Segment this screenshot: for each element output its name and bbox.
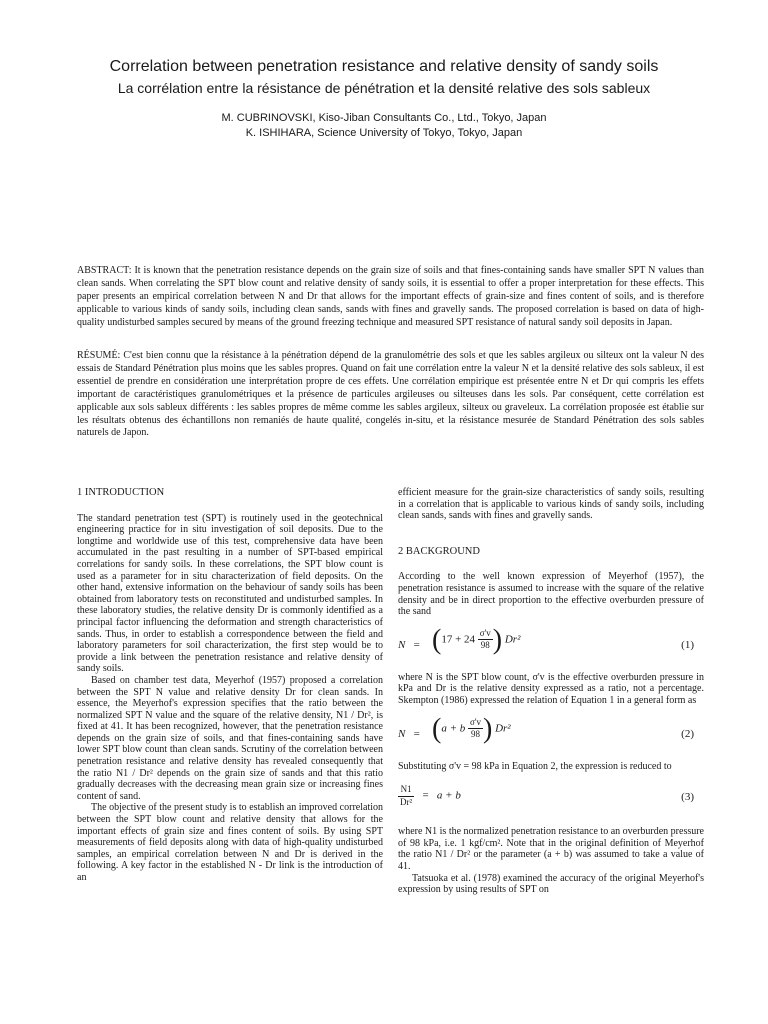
eq2-post: Dr² (495, 722, 511, 735)
right-column (398, 487, 704, 896)
eq3-number: (3) (681, 791, 694, 804)
section-heading-introduction: 1 INTRODUCTION (77, 487, 165, 498)
eq3-rhs: a + b (436, 789, 461, 802)
author-line-1: M. CUBRINOVSKI, Kiso-Jiban Consultants Co., Ltd., Tokyo, Japan (221, 112, 547, 124)
eq3-fraction (398, 784, 414, 808)
eq1-lhs: N (398, 638, 406, 651)
paper-title: Correlation between penetration resistance and relative density of sandy soils (109, 58, 659, 75)
eq2-denominator: 98 (471, 729, 480, 740)
eq1-body: 17 + 24 (441, 633, 476, 646)
intro-continuation-paragraph: efficient measure for the grain-size characteristics of sandy soils, resulting in a correlation that is applicable to various kinds of sandy soils, including clean sands, sands with fines and gravelly sands. (398, 487, 704, 522)
eq1-fraction (478, 628, 493, 652)
eq1-number: (1) (681, 638, 694, 651)
eq2-fraction (468, 717, 483, 741)
author-line-2: K. ISHIHARA, Science University of Tokyo, Tokyo, Japan (245, 127, 523, 139)
eq1-post: Dr² (504, 633, 521, 646)
background-paragraph-2: where N is the SPT blow count, σ'v is the effective overburden pressure in kPa and Dr is the relative density expressed as a ratio, not a percentage. Skempton (1986) expressed the relation of Equation 1 in a general form as (398, 671, 704, 706)
background-paragraph-3: Substituting σ'v = 98 kPa in Equation 2, the expression is reduced to (398, 760, 672, 772)
eq3-denominator: Dr² (400, 796, 413, 807)
background-paragraph-4: where N1 is the normalized penetration resistance to an overburden pressure of 98 kPa, i.e. 1 kgf/cm². Note that in the original definition of Meyerhof the ratio N1 / Dr² or the parameter (a + b) was assumed to take a value of 41. (398, 826, 704, 872)
background-paragraph-1: According to the well known expression of Meyerhof (1957), the penetration resistance is assumed to increase with the square of the relative density and be in direct proportion to the effective overburden pressure of the sand (398, 571, 704, 618)
intro-paragraph-2: Based on chamber test data, Meyerhof (1957) proposed a correlation between the SPT N value and relative density Dr for clean sands. In essence, the Meyerhof's expression specifies that the ratio between the normalized SPT N value and the square of the relative density, N1 / Dr², is fixed at 41. It has been recognized, however, that the penetration resistance depends on the grain size of soils, and that fines-containing sands have lower SPT blow count than clean sands. Scrutiny of the correlation between penetration resistance and relative density has revealed consequently that the ratio N1 / Dr² depends on the grain size of sands and that this ratio gradually decreases with the decreasing mean grain size or increasing fines content of sand. (77, 674, 383, 802)
eq1-denominator: 98 (480, 640, 490, 651)
eq2-numerator: σ'v (468, 717, 483, 730)
eq2-lhs: N (398, 727, 406, 740)
eq3-numerator: N1 (398, 784, 414, 797)
paper-subtitle: La corrélation entre la résistance de pénétration et la densité relative des sols sableux (117, 80, 651, 96)
background-paragraph-5: Tatsuoka et al. (1978) examined the accuracy of the original Meyerhof's expression by using results of SPT on (398, 872, 704, 896)
left-column (77, 487, 383, 884)
equation-1: N = (17 + 24 $\frac{\sigma'v}{98}$ ) Dr² (1) (398, 624, 694, 656)
equation-3 (398, 782, 704, 826)
eq2-equals: = (413, 727, 420, 740)
eq1-equals: = (413, 638, 420, 651)
eq2-number: (2) (681, 727, 694, 740)
eq2-body: a + b (441, 722, 466, 735)
intro-paragraph-3: The objective of the present study is to establish an improved correlation between the SPT blow count and relative density that allows for the important effects of grain size and fines content of soils. By using SPT measurements of field deposits along with data of high-quality undisturbed samples, an empirical correlation between N and Dr is derived in the following. A key factor in the established N - Dr link is the introduction of an (77, 802, 383, 883)
equation-2: N = (a + b $\frac{\sigma'v}{98}$ ) Dr² (2) (398, 712, 694, 744)
eq1-numerator: σ'v (478, 628, 493, 641)
eq3-equals: = (422, 789, 429, 802)
resume-paragraph: RÉSUMÉ: C'est bien connu que la résistance à la pénétration dépend de la granulométrie des sols et que les sables argileux ou silteux ont la valeur N des essais de Standard Pénétration plus moins que les sables propres. Quand on fait une corrélation entre la valeur N et la densité relative des sols sableux, il est essentiel de prendre en considération une interprétation propre de ces effets. Une corrélation empirique est présentée entre N et Dr qui compris les effets important de caractéristiques granulométriques et la présence de particules argileuses ou silteuses dans les sols. Par conséquent, cette corrélation est applicable aux sols sableux différents : les sables propres de même comme les sables argileux, silteux ou graveleux. La corrélation proposée est établie sur les résultats obtenus des échantillons non remaniés de haute qualité, congelés in-situ, et la résistance mesurée de Standard Pénétration des sols sables naturels de Japon. (77, 350, 704, 439)
section-heading-background: 2 BACKGROUND (398, 545, 480, 557)
intro-paragraph-1: The standard penetration test (SPT) is routinely used in the geotechnical engineering practice for in situ investigation of soil deposits. Due to the longtime and worldwide use of this test, comprehensive data have been accumulated in the past resulting in a number of SPT-based empirical correlations for sandy soils. In these correlations, the SPT blow count is used as a parameter for in situ characterization of field deposits. On the other hand, extensive information on the behaviour of sandy soils has been obtained from laboratory tests on reconstituted and undisturbed samples. In these laboratory studies, the relative density Dr is commonly identified as a principal factor influencing the deformation and strength characteristics of sands. Thus, in order to establish a correspondence between the field and laboratory parameters for soil characterization, the first step would be to provide a link between the penetration resistance and relative density of sandy soils. (77, 512, 383, 675)
abstract-paragraph: ABSTRACT: It is known that the penetration resistance depends on the grain size of soils and that fines-containing sands have smaller SPT N values than clean sands. When correlating the SPT blow count and relative density of sandy soils, it is essential to offer a proper interpretation for these effects. This paper presents an empirical correlation between N and Dr that allows for the important effects of grain-size and fines content of soils, and is therefore applicable to various kinds of sandy soils, including clean sands, sands with fines and gravelly sands. The proposed correlation is based on data of high-quality undisturbed samples secured by means of the ground freezing technique and measured SPT resistance of natural sandy soil deposits in Japan. (77, 265, 704, 328)
